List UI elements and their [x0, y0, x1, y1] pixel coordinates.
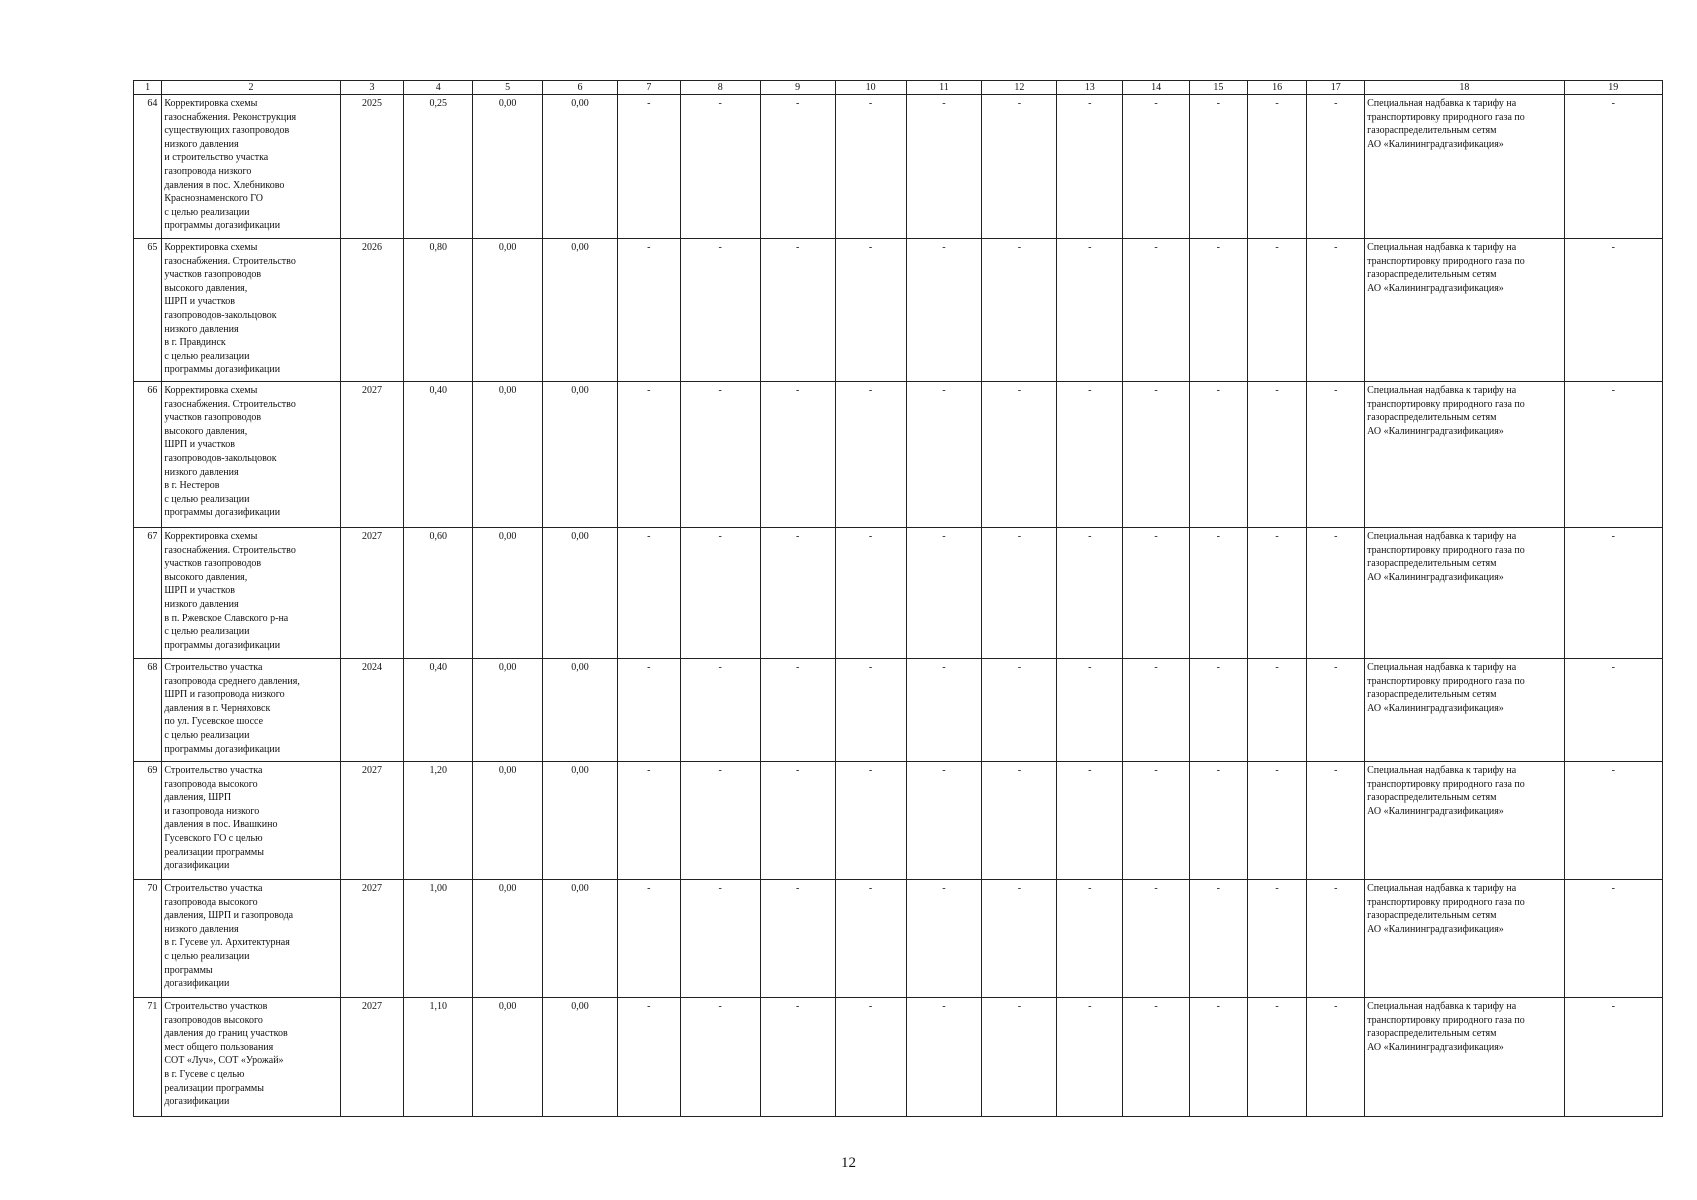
row-value-19: - — [1564, 659, 1662, 762]
row-value-5: 0,00 — [473, 998, 543, 1117]
row-funding-source: Специальная надбавка к тарифу на транспортировку природного газа по газораспределительным сетям АО «Калининградгазификация» — [1365, 880, 1564, 998]
row-dash-cell: - — [906, 239, 982, 382]
table-row — [134, 528, 1663, 659]
row-description: Корректировка схемы газоснабжения. Строительство участков газопроводов высокого давления, ШРП и участков газопроводов-закольцовок низкого давления в г. Нестеров с целью реализации программы догазификации — [162, 382, 340, 528]
col-header: 14 — [1123, 81, 1190, 95]
row-dash-cell: - — [617, 528, 680, 659]
row-value-19: - — [1564, 382, 1662, 528]
row-dash-cell: - — [1057, 528, 1123, 659]
row-dash-cell: - — [1307, 762, 1365, 880]
row-dash-cell: - — [617, 880, 680, 998]
row-value-4: 0,40 — [404, 382, 473, 528]
row-dash-cell: - — [1190, 528, 1248, 659]
row-value-19: - — [1564, 880, 1662, 998]
row-dash-cell: - — [680, 528, 760, 659]
row-dash-cell: - — [1190, 762, 1248, 880]
row-dash-cell: - — [906, 382, 982, 528]
row-dash-cell: - — [835, 659, 906, 762]
row-value-19: - — [1564, 998, 1662, 1117]
row-dash-cell: - — [617, 998, 680, 1117]
row-dash-cell: - — [982, 880, 1057, 998]
row-dash-cell: - — [1247, 239, 1307, 382]
row-value-5: 0,00 — [473, 239, 543, 382]
row-year: 2027 — [340, 998, 404, 1117]
row-value-4: 1,00 — [404, 880, 473, 998]
row-number: 69 — [134, 762, 162, 880]
col-header: 3 — [340, 81, 404, 95]
row-dash-cell: - — [906, 95, 982, 239]
row-dash-cell: - — [1057, 880, 1123, 998]
row-value-5: 0,00 — [473, 880, 543, 998]
row-dash-cell: - — [760, 998, 835, 1117]
col-header: 8 — [680, 81, 760, 95]
row-year: 2027 — [340, 762, 404, 880]
row-dash-cell: - — [1123, 880, 1190, 998]
row-funding-source: Специальная надбавка к тарифу на транспортировку природного газа по газораспределительным сетям АО «Калининградгазификация» — [1365, 528, 1564, 659]
row-funding-source: Специальная надбавка к тарифу на транспортировку природного газа по газораспределительным сетям АО «Калининградгазификация» — [1365, 382, 1564, 528]
row-value-6: 0,00 — [543, 659, 618, 762]
row-dash-cell: - — [906, 659, 982, 762]
page-number: 12 — [841, 1155, 856, 1171]
row-dash-cell: - — [1123, 528, 1190, 659]
row-description: Строительство участка газопровода высокого давления, ШРП и газопровода низкого давления в пос. Ивашкино Гусевского ГО с целью реализации программы догазификации — [162, 762, 340, 880]
row-description: Строительство участка газопровода высокого давления, ШРП и газопровода низкого давления в г. Гусеве ул. Архитектурная с целью реализации программы догазификации — [162, 880, 340, 998]
row-dash-cell: - — [1190, 382, 1248, 528]
row-dash-cell: - — [680, 382, 760, 528]
row-dash-cell: - — [982, 528, 1057, 659]
row-year: 2027 — [340, 880, 404, 998]
row-description: Корректировка схемы газоснабжения. Строительство участков газопроводов высокого давления, ШРП и участков газопроводов-закольцовок низкого давления в г. Правдинск с целью реализации программы догазификации — [162, 239, 340, 382]
col-header: 4 — [404, 81, 473, 95]
row-dash-cell: - — [835, 762, 906, 880]
row-value-4: 0,60 — [404, 528, 473, 659]
row-value-4: 0,25 — [404, 95, 473, 239]
table-row — [134, 239, 1663, 382]
row-value-6: 0,00 — [543, 382, 618, 528]
row-dash-cell: - — [760, 382, 835, 528]
row-dash-cell: - — [835, 998, 906, 1117]
row-dash-cell: - — [680, 95, 760, 239]
row-year: 2024 — [340, 659, 404, 762]
row-number: 66 — [134, 382, 162, 528]
col-header: 2 — [162, 81, 340, 95]
row-dash-cell: - — [760, 880, 835, 998]
row-dash-cell: - — [617, 762, 680, 880]
row-dash-cell: - — [1307, 659, 1365, 762]
row-dash-cell: - — [1190, 659, 1248, 762]
row-value-4: 0,80 — [404, 239, 473, 382]
row-dash-cell: - — [680, 239, 760, 382]
col-header: 16 — [1247, 81, 1307, 95]
row-dash-cell: - — [1247, 659, 1307, 762]
row-dash-cell: - — [1190, 998, 1248, 1117]
row-dash-cell: - — [1307, 382, 1365, 528]
row-dash-cell: - — [1307, 880, 1365, 998]
row-dash-cell: - — [680, 762, 760, 880]
col-header: 18 — [1365, 81, 1564, 95]
row-dash-cell: - — [1247, 382, 1307, 528]
row-value-5: 0,00 — [473, 382, 543, 528]
row-dash-cell: - — [617, 659, 680, 762]
row-dash-cell: - — [760, 528, 835, 659]
row-number: 68 — [134, 659, 162, 762]
row-description: Корректировка схемы газоснабжения. Строительство участков газопроводов высокого давления, ШРП и участков низкого давления в п. Ржевское Славского р-на с целью реализации программы догазификации — [162, 528, 340, 659]
row-dash-cell: - — [1190, 95, 1248, 239]
row-dash-cell: - — [835, 95, 906, 239]
row-dash-cell: - — [982, 382, 1057, 528]
investment-table — [133, 80, 1663, 1117]
row-funding-source: Специальная надбавка к тарифу на транспортировку природного газа по газораспределительным сетям АО «Калининградгазификация» — [1365, 95, 1564, 239]
row-description: Корректировка схемы газоснабжения. Реконструкция существующих газопроводов низкого давления и строительство участка газопровода низкого давления в пос. Хлебниково Краснознаменского ГО с целью реализации программы догазификации — [162, 95, 340, 239]
row-dash-cell: - — [982, 659, 1057, 762]
col-header: 1 — [134, 81, 162, 95]
row-number: 67 — [134, 528, 162, 659]
col-header: 7 — [617, 81, 680, 95]
row-value-19: - — [1564, 239, 1662, 382]
row-dash-cell: - — [835, 528, 906, 659]
row-funding-source: Специальная надбавка к тарифу на транспортировку природного газа по газораспределительным сетям АО «Калининградгазификация» — [1365, 239, 1564, 382]
row-value-19: - — [1564, 95, 1662, 239]
row-funding-source: Специальная надбавка к тарифу на транспортировку природного газа по газораспределительным сетям АО «Калининградгазификация» — [1365, 659, 1564, 762]
table-row — [134, 382, 1663, 528]
row-dash-cell: - — [617, 382, 680, 528]
row-funding-source: Специальная надбавка к тарифу на транспортировку природного газа по газораспределительным сетям АО «Калининградгазификация» — [1365, 998, 1564, 1117]
col-header: 19 — [1564, 81, 1662, 95]
row-value-5: 0,00 — [473, 659, 543, 762]
col-header: 6 — [543, 81, 618, 95]
row-dash-cell: - — [1307, 239, 1365, 382]
row-number: 70 — [134, 880, 162, 998]
col-header: 17 — [1307, 81, 1365, 95]
row-dash-cell: - — [906, 762, 982, 880]
row-dash-cell: - — [1247, 95, 1307, 239]
col-header: 9 — [760, 81, 835, 95]
row-description: Строительство участка газопровода среднего давления, ШРП и газопровода низкого давления в г. Черняховск по ул. Гусевское шоссе с целью реализации программы догазификации — [162, 659, 340, 762]
row-year: 2025 — [340, 95, 404, 239]
row-number: 64 — [134, 95, 162, 239]
row-dash-cell: - — [680, 998, 760, 1117]
row-dash-cell: - — [1057, 998, 1123, 1117]
table-row — [134, 762, 1663, 880]
row-dash-cell: - — [760, 239, 835, 382]
row-dash-cell: - — [680, 880, 760, 998]
table-row — [134, 880, 1663, 998]
row-dash-cell: - — [906, 528, 982, 659]
row-value-6: 0,00 — [543, 762, 618, 880]
row-dash-cell: - — [1247, 880, 1307, 998]
row-dash-cell: - — [680, 659, 760, 762]
row-dash-cell: - — [982, 95, 1057, 239]
row-value-5: 0,00 — [473, 95, 543, 239]
row-dash-cell: - — [617, 95, 680, 239]
row-value-4: 1,20 — [404, 762, 473, 880]
row-value-5: 0,00 — [473, 762, 543, 880]
row-year: 2027 — [340, 528, 404, 659]
row-dash-cell: - — [982, 998, 1057, 1117]
row-number: 65 — [134, 239, 162, 382]
row-value-4: 0,40 — [404, 659, 473, 762]
col-header: 13 — [1057, 81, 1123, 95]
table-body — [134, 81, 1663, 1117]
row-dash-cell: - — [1123, 382, 1190, 528]
row-number: 71 — [134, 998, 162, 1117]
row-dash-cell: - — [617, 239, 680, 382]
row-dash-cell: - — [906, 998, 982, 1117]
row-dash-cell: - — [1307, 998, 1365, 1117]
row-dash-cell: - — [906, 880, 982, 998]
row-dash-cell: - — [1123, 95, 1190, 239]
row-dash-cell: - — [1057, 239, 1123, 382]
row-dash-cell: - — [1123, 762, 1190, 880]
col-header: 5 — [473, 81, 543, 95]
row-dash-cell: - — [1247, 762, 1307, 880]
row-dash-cell: - — [835, 239, 906, 382]
row-value-6: 0,00 — [543, 528, 618, 659]
row-dash-cell: - — [1307, 95, 1365, 239]
row-dash-cell: - — [1123, 659, 1190, 762]
row-dash-cell: - — [1057, 382, 1123, 528]
row-dash-cell: - — [1307, 528, 1365, 659]
col-header: 11 — [906, 81, 982, 95]
row-year: 2027 — [340, 382, 404, 528]
row-dash-cell: - — [1123, 239, 1190, 382]
table-row — [134, 95, 1663, 239]
row-dash-cell: - — [1247, 528, 1307, 659]
row-year: 2026 — [340, 239, 404, 382]
table-row — [134, 659, 1663, 762]
row-dash-cell: - — [760, 659, 835, 762]
row-value-6: 0,00 — [543, 239, 618, 382]
row-dash-cell: - — [835, 382, 906, 528]
col-header: 10 — [835, 81, 906, 95]
row-value-4: 1,10 — [404, 998, 473, 1117]
col-header: 15 — [1190, 81, 1248, 95]
row-value-19: - — [1564, 762, 1662, 880]
row-value-19: - — [1564, 528, 1662, 659]
row-dash-cell: - — [760, 762, 835, 880]
table-row — [134, 998, 1663, 1117]
row-value-6: 0,00 — [543, 880, 618, 998]
row-dash-cell: - — [1057, 95, 1123, 239]
row-dash-cell: - — [760, 95, 835, 239]
row-value-5: 0,00 — [473, 528, 543, 659]
row-dash-cell: - — [1123, 998, 1190, 1117]
row-funding-source: Специальная надбавка к тарифу на транспортировку природного газа по газораспределительным сетям АО «Калининградгазификация» — [1365, 762, 1564, 880]
row-dash-cell: - — [982, 762, 1057, 880]
row-value-6: 0,00 — [543, 95, 618, 239]
row-dash-cell: - — [1057, 659, 1123, 762]
row-value-6: 0,00 — [543, 998, 618, 1117]
row-description: Строительство участков газопроводов высокого давления до границ участков мест общего пользования СОТ «Луч», СОТ «Урожай» в г. Гусеве с целью реализации программы догазификации — [162, 998, 340, 1117]
row-dash-cell: - — [982, 239, 1057, 382]
row-dash-cell: - — [1057, 762, 1123, 880]
header-row — [134, 81, 1663, 95]
row-dash-cell: - — [835, 880, 906, 998]
col-header: 12 — [982, 81, 1057, 95]
row-dash-cell: - — [1190, 880, 1248, 998]
row-dash-cell: - — [1190, 239, 1248, 382]
row-dash-cell: - — [1247, 998, 1307, 1117]
